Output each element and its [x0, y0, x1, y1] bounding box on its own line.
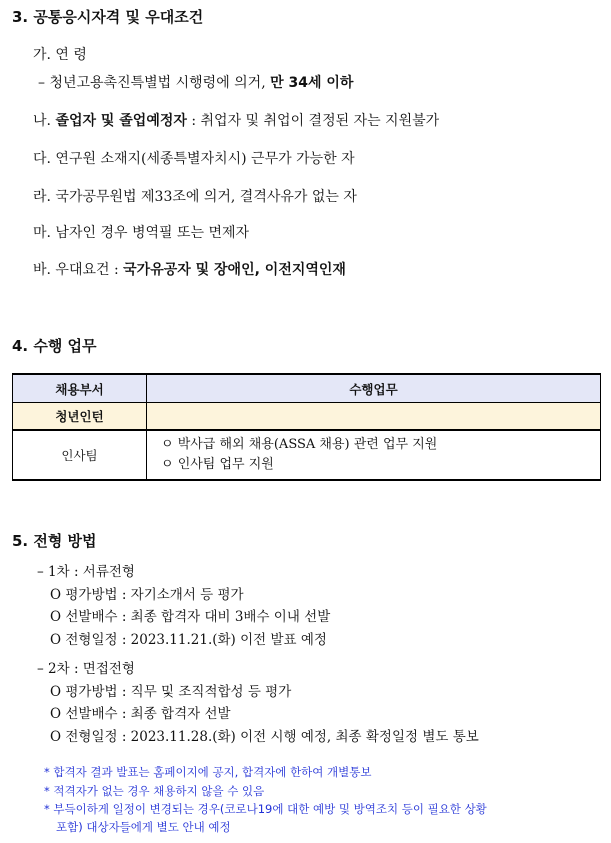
stage1-item: O 선발배수 : 최종 합격자 대비 3배수 이내 선발: [50, 609, 331, 625]
stage1-item: O 전형일정 : 2023.11.21.(화) 이전 발표 예정: [50, 632, 327, 648]
qualification-location: 다. 연구원 소재지(세종특별자치시) 근무가 가능한 자: [33, 151, 355, 167]
stage2-item: O 선발배수 : 최종 합격자 선발: [50, 706, 231, 722]
table-row: [13, 430, 601, 480]
graduate-text: : 취업자 및 취업이 결정된 자는 지원불가: [186, 113, 440, 129]
table-header-row: [13, 374, 601, 403]
stage1-item: O 평가방법 : 자기소개서 등 평가: [50, 587, 244, 603]
duties-table: [12, 373, 601, 481]
stage2-item: O 평가방법 : 직무 및 조직적합성 등 평가: [50, 684, 292, 700]
row-tasks: [147, 430, 601, 480]
age-limit-bold: 만 34세 이하: [270, 75, 354, 91]
header-duties: 수행업무: [147, 374, 601, 403]
qualification-age-detail: [38, 72, 353, 92]
group-empty-cell: [147, 403, 601, 431]
note-item: * 합격자 결과 발표는 홈페이지에 공지, 합격자에 한하여 개별통보: [44, 765, 372, 779]
table-group-row: [13, 403, 601, 431]
age-detail-text: – 청년고용촉진특별법 시행령에 의거,: [38, 75, 271, 91]
graduate-bold: 졸업자 및 졸업예정자: [55, 113, 187, 129]
preference-bold: 국가유공자 및 장애인, 이전지역인재: [123, 262, 346, 278]
note-item: 포함) 대상자들에게 별도 안내 예정: [56, 820, 231, 834]
group-label: 청년인턴: [13, 403, 147, 431]
preference-prefix: 바. 우대요건 :: [33, 262, 124, 278]
qualification-age-label: 가. 연 령: [33, 47, 87, 63]
qualification-military: 마. 남자인 경우 병역필 또는 면제자: [33, 225, 250, 241]
note-item: * 적격자가 없는 경우 채용하지 않을 수 있음: [44, 784, 265, 798]
stage2-title: – 2차 : 면접전형: [37, 661, 135, 677]
stage1-title: – 1차 : 서류전형: [37, 564, 135, 580]
section-3-title: 3. 공통응시자격 및 우대조건: [12, 8, 204, 26]
task-item: ㅇ 인사팀 업무 지원: [161, 457, 274, 472]
note-item: * 부득이하게 일정이 변경되는 경우(코로나19에 대한 예방 및 방역조치 등이 필요한 상황: [44, 802, 487, 816]
task-item: ㅇ 박사급 해외 채용(ASSA 채용) 관련 업무 지원: [161, 437, 438, 452]
qualification-preference: [33, 259, 346, 279]
qualification-graduate: [33, 110, 439, 130]
stage2-item: O 전형일정 : 2023.11.28.(화) 이전 시행 예정, 최종 확정일정 별도 통보: [50, 729, 479, 745]
qualification-civil-service: 라. 국가공무원법 제33조에 의거, 결격사유가 없는 자: [33, 189, 357, 205]
graduate-prefix: 나.: [33, 113, 56, 129]
row-department: 인사팀: [13, 430, 147, 480]
section-4-title: 4. 수행 업무: [12, 337, 97, 355]
header-department: 채용부서: [13, 374, 147, 403]
section-5-title: 5. 전형 방법: [12, 532, 97, 550]
